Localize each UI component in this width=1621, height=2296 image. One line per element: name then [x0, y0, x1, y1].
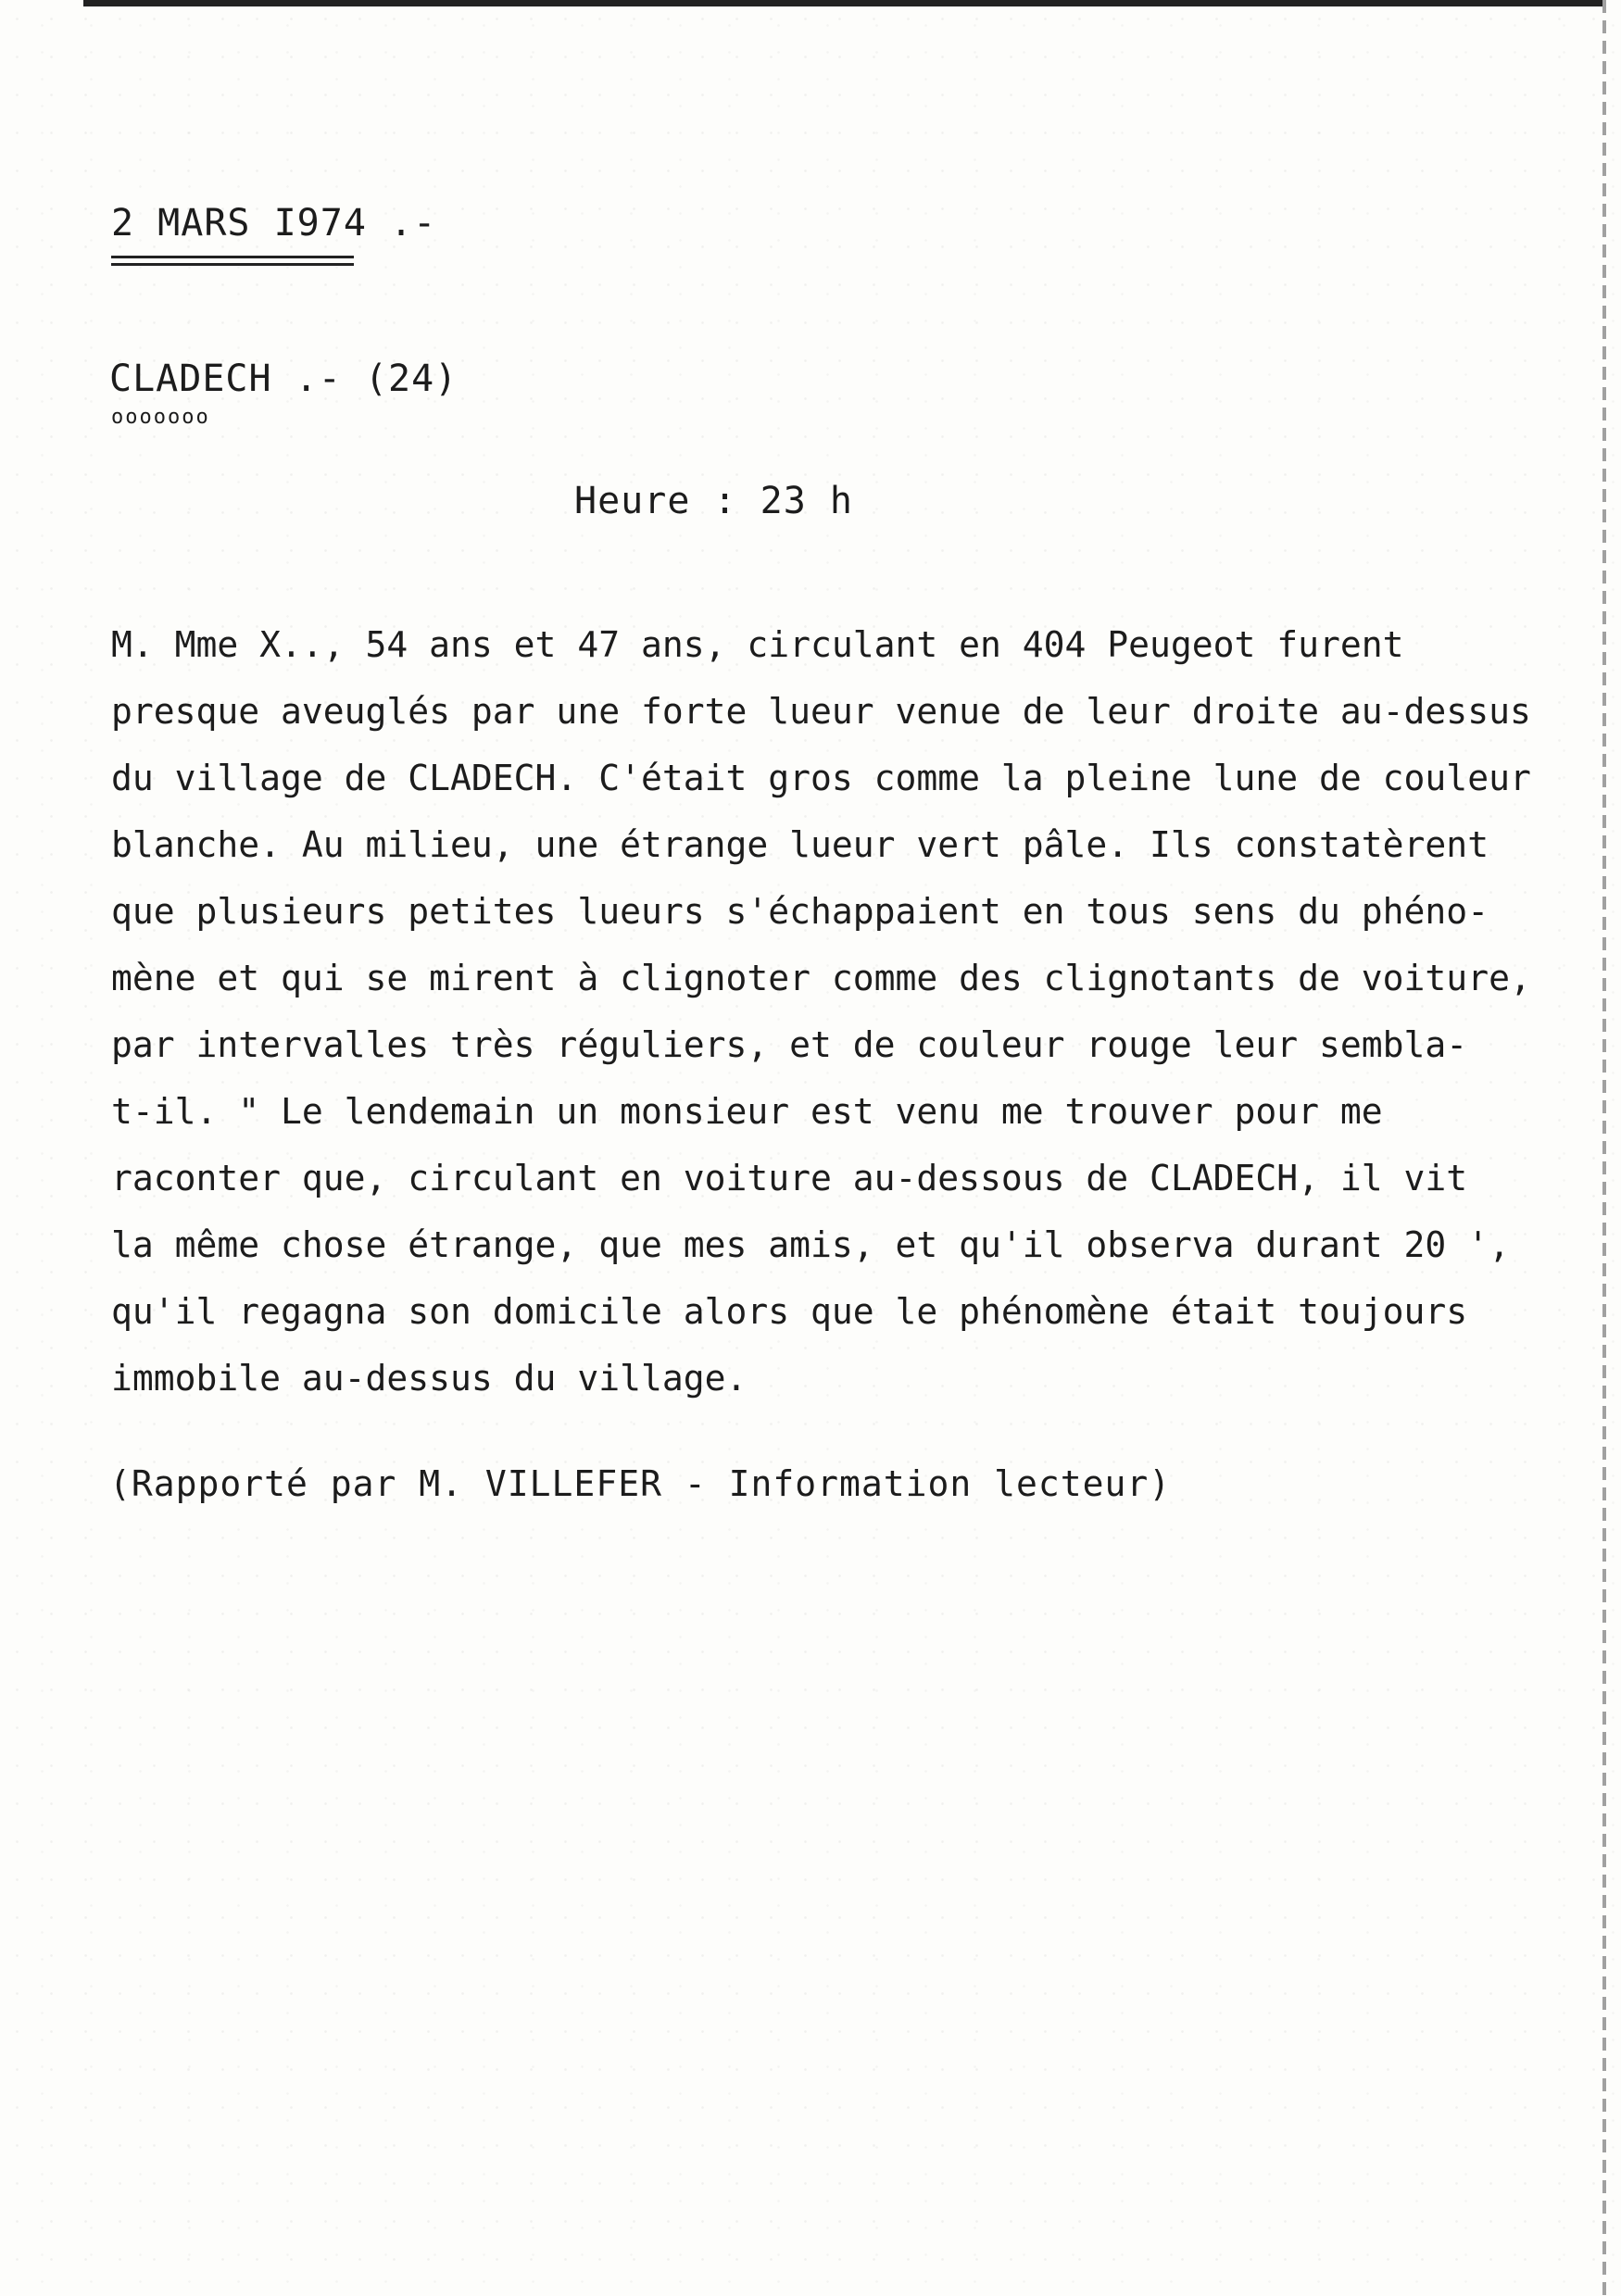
- body-line: blanche. Au milieu, une étrange lueur vert pâle. Ils constatèrent: [111, 824, 1489, 865]
- report-location: CLADECH .- (24): [109, 358, 459, 400]
- date-underline-bottom: [111, 263, 354, 266]
- body-line: mène et qui se mirent à clignoter comme des clignotants de voiture,: [111, 958, 1531, 998]
- report-date: 2 MARS I974 .-: [111, 202, 437, 245]
- top-border-rule: [83, 0, 1602, 6]
- report-source: (Rapporté par M. VILLEFER - Information lecteur): [109, 1463, 1172, 1504]
- body-line: M. Mme X.., 54 ans et 47 ans, circulant en 404 Peugeot furent: [111, 624, 1404, 665]
- location-underline: ooooooo: [111, 406, 210, 429]
- body-line: presque aveuglés par une forte lueur venue de leur droite au-dessus: [111, 691, 1531, 732]
- report-time: Heure : 23 h: [574, 480, 853, 522]
- body-line: qu'il regagna son domicile alors que le phénomène était toujours: [111, 1291, 1468, 1332]
- date-underline-top: [111, 256, 354, 258]
- body-line: par intervalles très réguliers, et de couleur rouge leur sembla-: [111, 1024, 1468, 1065]
- body-line: la même chose étrange, que mes amis, et qu'il observa durant 20 ',: [111, 1224, 1510, 1265]
- body-line: du village de CLADECH. C'était gros comme la pleine lune de couleur: [111, 758, 1531, 798]
- body-line: que plusieurs petites lueurs s'échappaient en tous sens du phéno-: [111, 891, 1489, 932]
- report-body: [111, 611, 1612, 1411]
- body-line: raconter que, circulant en voiture au-dessous de CLADECH, il vit: [111, 1158, 1468, 1198]
- body-line: immobile au-dessus du village.: [111, 1358, 748, 1399]
- body-line: t-il. " Le lendemain un monsieur est venu me trouver pour me: [111, 1091, 1383, 1132]
